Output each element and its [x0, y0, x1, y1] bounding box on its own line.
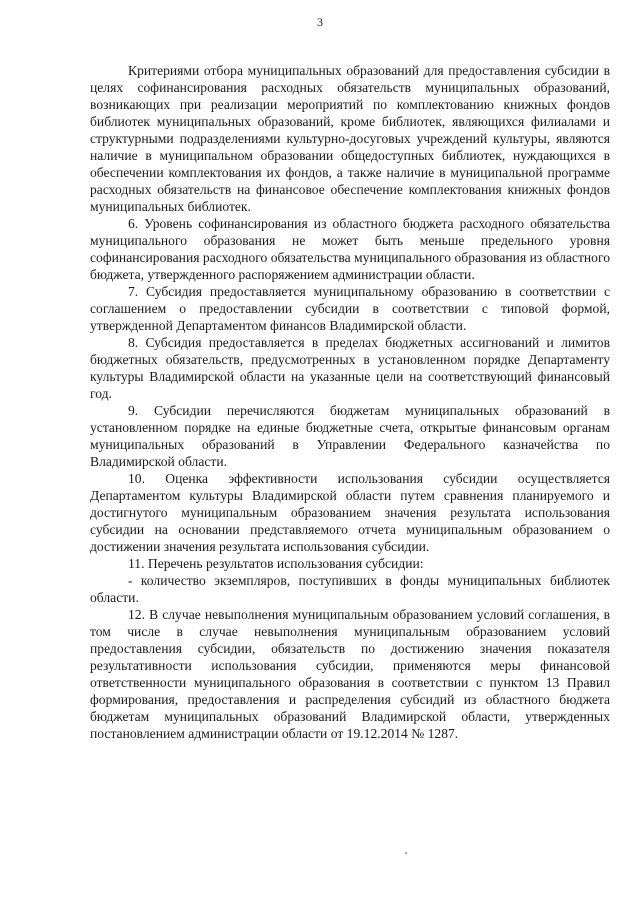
scan-speck [405, 852, 407, 854]
paragraph-8: 8. Субсидия предоставляется в пределах бюджетных ассигнований и лимитов бюджетных обязательств, предусмотренных в установленном порядке Департаменту культуры Владимирской области на указанные цели на соответствующий финансовый год. [90, 335, 610, 401]
page-number: 3 [317, 15, 323, 29]
paragraph-11-item: - количество экземпляров, поступивших в фонды муниципальных библиотек области. [90, 573, 610, 605]
paragraph-6: 6. Уровень софинансирования из областного бюджета расходного обязательства муниципального образования не может быть меньше предельного уровня софинансирования расходного обязательства муниципального образования из областного бюджета, утвержденного распоряжением администрации области. [90, 216, 610, 282]
paragraph-11: 11. Перечень результатов использования субсидии: [128, 556, 424, 571]
paragraph-selection-criteria: Критериями отбора муниципальных образований для предоставления субсидии в целях софинансирования расходных обязательств муниципальных образований, возникающих при реализации мероприятий по комплектованию книжных фондов библиотек муниципальных образований, кроме библиотек, являющихся филиалами и структурными подразделениями культурно-досуговых учреждений культуры, являются наличие в муниципальном образовании общедоступных библиотек, нуждающихся в обеспечении комплектования их фондов, а также наличие в муниципальной программе расходных обязательств на финансовое обеспечение комплектования книжных фондов муниципальных библиотек. [90, 63, 610, 214]
document-body [90, 62, 610, 742]
paragraph-10: 10. Оценка эффективности использования субсидии осуществляется Департаментом культуры Владимирской области путем сравнения планируемого и достигнутого муниципальным образованием значения результата использования субсидии на основании представляемого отчета муниципальным образованием о достижении значения результата использования субсидии. [90, 471, 610, 554]
paragraph-12: 12. В случае невыполнения муниципальным образованием условий соглашения, в том числе в случае невыполнения муниципальным образованием условий предоставления субсидии, обязательств по достижению значения показателя результативности использования субсидии, применяются меры финансовой ответственности муниципального образования в соответствии с пунктом 13 Правил формирования, предоставления и распределения субсидий из областного бюджета бюджетам муниципальных образований Владимирской области, утвержденных постановлением администрации области от 19.12.2014 № 1287. [90, 607, 610, 741]
paragraph-9: 9. Субсидии перечисляются бюджетам муниципальных образований в установленном порядке на единые бюджетные счета, открытые финансовым органам муниципальных образований в Управлении Федерального казначейства по Владимирской области. [90, 403, 610, 469]
paragraph-7: 7. Субсидия предоставляется муниципальному образованию в соответствии с соглашением о предоставлении субсидии в соответствии с типовой формой, утвержденной Департаментом финансов Владимирской области. [90, 284, 610, 333]
